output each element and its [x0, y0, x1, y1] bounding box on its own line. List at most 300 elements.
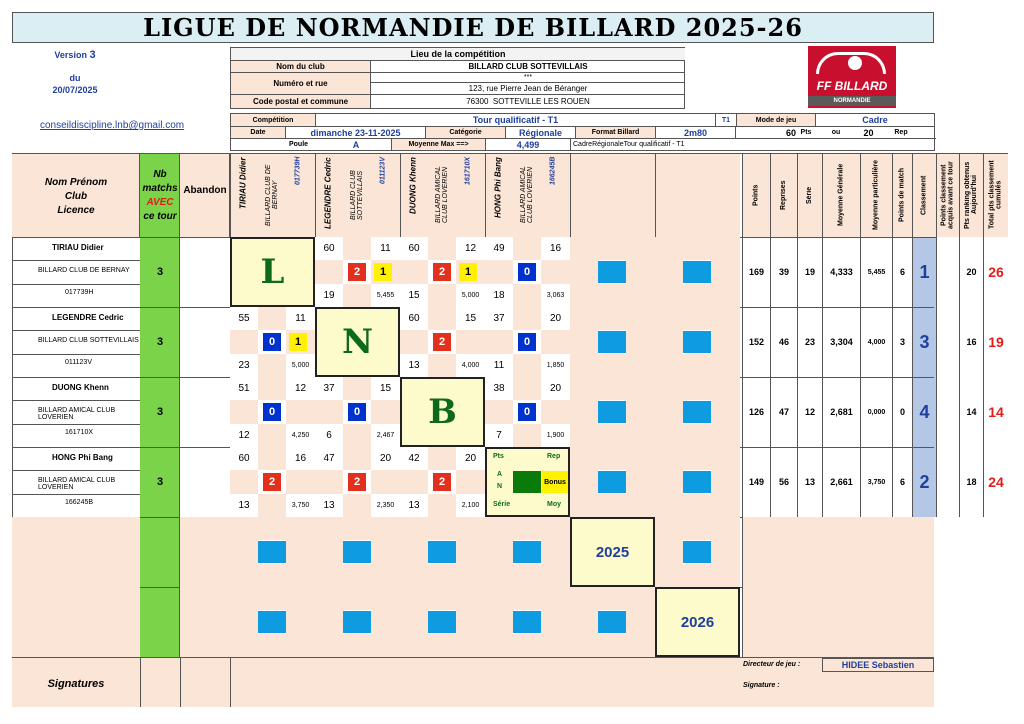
match-rep: 12 — [286, 377, 315, 400]
cell-fill — [626, 494, 655, 517]
name-header-line: Club — [64, 190, 88, 202]
match-pts: 60 — [400, 237, 428, 260]
match-points-square: 2 — [348, 263, 366, 281]
match-serie: 13 — [400, 354, 428, 377]
cell-fill — [683, 284, 711, 307]
cell-fill — [428, 634, 456, 657]
match-rep: 20 — [371, 447, 400, 470]
cell-fill — [485, 564, 513, 587]
bonus-square: 1 — [459, 263, 477, 281]
nb-header-line: AVEC — [146, 196, 174, 208]
stat-value: 47 — [770, 377, 797, 447]
abandon-header: Abandon — [183, 184, 227, 196]
diagonal-letter: L — [230, 237, 315, 307]
cumulative-points: 26 — [983, 237, 1008, 307]
cell-fill — [343, 587, 371, 610]
cell-fill — [626, 284, 655, 307]
cell-fill — [570, 354, 598, 377]
stat-value: 0 — [892, 377, 912, 447]
cell-fill — [456, 470, 485, 494]
postcode: 76300 — [466, 97, 489, 106]
cell-fill — [315, 540, 343, 564]
du-label: du — [69, 73, 81, 83]
cell-fill — [655, 564, 683, 587]
cell-fill — [626, 307, 655, 330]
cell-fill — [400, 330, 428, 354]
cell-fill — [711, 377, 740, 400]
cell-fill — [711, 284, 740, 307]
player-nb-matches: 3 — [156, 266, 164, 278]
opponent-licence: 011123V — [379, 157, 387, 184]
row-subline — [12, 470, 140, 471]
cell-fill — [683, 237, 711, 260]
nb-header-line: Nb — [153, 168, 167, 180]
stat-header: Points de match — [898, 167, 906, 223]
pts-rep-block — [736, 127, 936, 139]
cell-fill — [570, 400, 598, 424]
match-points-square: 2 — [433, 263, 451, 281]
city-label: Code postal et commune — [231, 95, 371, 108]
cell-fill — [711, 517, 740, 540]
match-points-square: 2 — [348, 473, 366, 491]
cell-fill — [570, 447, 598, 470]
stat-value: 23 — [797, 307, 822, 377]
cell-fill — [513, 587, 541, 610]
cell-fill — [400, 517, 428, 540]
opponent-licence: 017739H — [294, 157, 302, 186]
cell-fill — [456, 564, 485, 587]
abandon-empty-bg — [180, 517, 230, 657]
cell-fill — [286, 564, 315, 587]
cell-fill — [541, 540, 570, 564]
match-pts: 37 — [315, 377, 343, 400]
match-serie: 15 — [400, 284, 428, 307]
stat-value: 5,455 — [860, 237, 892, 307]
cell-fill — [711, 564, 740, 587]
cell-fill — [258, 517, 286, 540]
opponent-licence: 161710X — [464, 157, 472, 186]
poule-value: A — [352, 139, 360, 150]
stat-value: 13 — [797, 447, 822, 517]
cell-fill — [626, 330, 655, 354]
cell-fill — [400, 587, 428, 610]
cell-fill — [626, 470, 655, 494]
match-rep: 15 — [456, 307, 485, 330]
ou-label: ou — [831, 129, 841, 136]
cell-fill — [428, 354, 456, 377]
cell-fill — [655, 307, 683, 330]
rank-value: 1 — [912, 237, 936, 307]
match-serie: 11 — [485, 354, 513, 377]
cell-fill — [655, 377, 683, 400]
street: 123, rue Pierre Jean de Béranger — [371, 83, 685, 95]
cell-fill — [541, 517, 570, 540]
player-licence: 017739H — [65, 289, 94, 296]
street-label: Numéro et rue — [231, 73, 371, 95]
cell-fill — [371, 540, 400, 564]
empty-match-square — [258, 611, 286, 633]
player-nb-matches: 3 — [156, 476, 164, 488]
cell-fill — [456, 634, 485, 657]
match-moy: 2,100 — [456, 494, 485, 517]
cell-fill — [711, 354, 740, 377]
stat-value: 20 — [959, 237, 983, 307]
cell-fill — [655, 494, 683, 517]
cell-fill — [655, 260, 683, 284]
cell-fill — [400, 540, 428, 564]
cell-fill — [315, 587, 343, 610]
cell-fill — [626, 260, 655, 284]
cell-fill — [286, 470, 315, 494]
stat-value: 152 — [742, 307, 770, 377]
date-label: Date — [231, 127, 286, 139]
stat-empty-bg — [742, 517, 934, 587]
ffb-logo — [808, 46, 896, 108]
cell-fill — [626, 424, 655, 447]
match-moy: 1,900 — [541, 424, 570, 447]
row-subline — [12, 494, 140, 495]
cell-fill — [315, 260, 343, 284]
legend-bonus: Bonus — [542, 471, 568, 493]
match-rep: 20 — [541, 377, 570, 400]
legend-moy: Moy — [547, 501, 561, 508]
cell-fill — [230, 610, 258, 634]
cell-fill — [513, 564, 541, 587]
code-text: CadreRégionaleTour qualificatif - T1 — [573, 141, 685, 148]
match-pts: 37 — [485, 307, 513, 330]
cell-fill — [570, 494, 598, 517]
match-serie: 13 — [315, 494, 343, 517]
cell-fill — [428, 564, 456, 587]
year-cell: 2025 — [570, 517, 655, 587]
player-club: BILLARD AMICAL CLUB LOVERIEN — [38, 407, 116, 421]
cell-fill — [343, 447, 371, 470]
match-moy: 5,000 — [456, 284, 485, 307]
cell-fill — [683, 307, 711, 330]
cell-fill — [315, 517, 343, 540]
match-serie: 12 — [230, 424, 258, 447]
cell-fill — [598, 587, 626, 610]
cell-fill — [711, 447, 740, 470]
match-serie: 7 — [485, 424, 513, 447]
moy-label: Moyenne Max ==> — [391, 139, 486, 150]
cat-label: Catégorie — [426, 127, 506, 139]
mode-label: Mode de jeu — [736, 114, 816, 127]
cell-fill — [428, 447, 456, 470]
cell-fill — [428, 307, 456, 330]
empty-match-square — [683, 261, 711, 283]
match-rep: 16 — [286, 447, 315, 470]
version-date: 20/07/2025 — [52, 85, 98, 95]
cell-fill — [541, 564, 570, 587]
cell-fill — [598, 424, 626, 447]
match-moy: 1,850 — [541, 354, 570, 377]
city: SOTTEVILLE LES ROUEN — [492, 97, 590, 106]
bonus-square: 1 — [374, 263, 392, 281]
match-serie: 13 — [230, 494, 258, 517]
empty-match-square — [683, 471, 711, 493]
version-number: 3 — [89, 49, 96, 61]
player-licence: 011123V — [65, 359, 92, 366]
club-name: BILLARD CLUB SOTTEVILLAIS — [371, 61, 685, 73]
cell-fill — [371, 587, 400, 610]
match-moy: 5,455 — [371, 284, 400, 307]
cell-fill — [343, 517, 371, 540]
empty-match-square — [428, 611, 456, 633]
match-points-square: 0 — [518, 333, 536, 351]
cell-fill — [541, 587, 570, 610]
opponent-name: TIRIAU Didier — [238, 157, 248, 209]
name-empty-bg — [12, 517, 140, 657]
cell-fill — [655, 470, 683, 494]
match-moy: 4,000 — [456, 354, 485, 377]
logo-sub: NORMANDIE — [808, 96, 896, 106]
match-rep: 15 — [371, 377, 400, 400]
empty-match-square — [683, 541, 711, 563]
empty-match-square — [598, 261, 626, 283]
match-rep: 20 — [456, 447, 485, 470]
match-pts: 60 — [315, 237, 343, 260]
cell-fill — [711, 330, 740, 354]
stat-value: 18 — [959, 447, 983, 517]
cell-fill — [626, 377, 655, 400]
footer-divider — [230, 657, 231, 707]
cell-fill — [711, 470, 740, 494]
cell-fill — [711, 237, 740, 260]
date-value: dimanche 23-11-2025 — [286, 127, 426, 139]
match-pts: 49 — [485, 237, 513, 260]
diagonal-letter: N — [315, 307, 400, 377]
stat-value: 3,304 — [822, 307, 860, 377]
cell-fill — [683, 354, 711, 377]
match-rep: 20 — [541, 307, 570, 330]
match-rep: 16 — [541, 237, 570, 260]
cell-fill — [598, 354, 626, 377]
opponent-club: BILLARD CLUB SOTTEVILLAIS — [350, 170, 364, 220]
cell-fill — [655, 517, 683, 540]
player-licence: 166245B — [65, 499, 94, 506]
cell-fill — [230, 564, 258, 587]
cell-fill — [655, 237, 683, 260]
cell-fill — [570, 424, 598, 447]
stat-value: 19 — [797, 237, 822, 307]
stat-value: 3,750 — [860, 447, 892, 517]
cell-fill — [513, 424, 541, 447]
cell-fill — [570, 587, 598, 610]
legend-a: A — [497, 471, 503, 478]
stat-value: 46 — [770, 307, 797, 377]
empty-match-square — [683, 401, 711, 423]
match-pts: 42 — [400, 447, 428, 470]
cell-fill — [541, 400, 570, 424]
cell-fill — [655, 447, 683, 470]
stat-value — [936, 237, 959, 307]
stat-header: Série — [806, 186, 813, 204]
venue-heading: Lieu de la compétition — [231, 48, 685, 61]
cell-fill — [513, 237, 541, 260]
cell-fill — [570, 307, 598, 330]
match-serie: 23 — [230, 354, 258, 377]
stat-value — [936, 447, 959, 517]
format-label: Format Billard — [576, 127, 656, 139]
competition-block — [230, 113, 935, 151]
match-points-square: 0 — [518, 403, 536, 421]
cell-fill — [598, 494, 626, 517]
stat-header: Points classement acquis avant ce tour — [940, 161, 955, 229]
cell-fill — [230, 330, 258, 354]
opponent-licence: 166245B — [549, 157, 557, 186]
cell-fill — [655, 354, 683, 377]
cell-fill — [570, 634, 598, 657]
moy-value: 4,499 — [486, 139, 571, 150]
cell-fill — [230, 540, 258, 564]
cell-fill — [456, 517, 485, 540]
cell-fill — [626, 634, 655, 657]
stat-value: 169 — [742, 237, 770, 307]
cell-fill — [315, 564, 343, 587]
opponent-header-bg — [570, 153, 655, 237]
cell-fill — [343, 634, 371, 657]
cell-fill — [258, 634, 286, 657]
opponent-name: HONG Phi Bang — [493, 157, 503, 218]
cell-fill — [655, 400, 683, 424]
cell-fill — [570, 610, 598, 634]
cell-fill — [711, 307, 740, 330]
cell-fill — [711, 424, 740, 447]
empty-match-square — [343, 611, 371, 633]
comp-label: Compétition — [231, 114, 316, 127]
cell-fill — [428, 494, 456, 517]
signatures-label: Signatures — [47, 678, 105, 690]
empty-match-square — [598, 471, 626, 493]
opponent-name: LEGENDRE Cedric — [323, 157, 333, 229]
stat-value: 2,681 — [822, 377, 860, 447]
player-name: LEGENDRE Cedric — [52, 313, 124, 322]
stat-header: Total pts classement cumulés — [988, 160, 1003, 230]
row-subline — [12, 400, 140, 401]
stat-value: 126 — [742, 377, 770, 447]
cell-fill — [655, 540, 683, 564]
opponent-header-bg — [655, 153, 740, 237]
cell-fill — [541, 330, 570, 354]
match-pts: 51 — [230, 377, 258, 400]
legend-pts: Pts — [493, 453, 504, 460]
cell-fill — [286, 400, 315, 424]
match-rep: 12 — [456, 237, 485, 260]
opponent-club: BILLARD CLUB DE BERNAY — [265, 164, 279, 226]
email-link[interactable]: conseildiscipline.lnb@gmail.com — [40, 120, 185, 131]
player-club: BILLARD AMICAL CLUB LOVERIEN — [38, 477, 116, 491]
cell-fill — [315, 400, 343, 424]
match-points-square: 0 — [263, 403, 281, 421]
logo-text: FF BILLARD — [816, 79, 888, 93]
director-name: HIDEE Sebastien — [822, 658, 934, 672]
cumulative-points: 24 — [983, 447, 1008, 517]
row-subline — [12, 354, 140, 355]
cell-fill — [655, 284, 683, 307]
club-label: Nom du club — [231, 61, 371, 73]
stat-value: 6 — [892, 447, 912, 517]
match-pts: 38 — [485, 377, 513, 400]
stat-value: 4,000 — [860, 307, 892, 377]
cell-fill — [371, 400, 400, 424]
version-block — [40, 48, 110, 62]
cumulative-points: 14 — [983, 377, 1008, 447]
footer-divider — [180, 657, 181, 707]
cell-fill — [258, 377, 286, 400]
cell-fill — [485, 517, 513, 540]
row-subline — [12, 260, 140, 261]
nb-header-line: matchs — [142, 182, 178, 194]
empty-match-square — [258, 541, 286, 563]
cell-fill — [371, 517, 400, 540]
cat-value: Régionale — [506, 127, 576, 139]
cell-fill — [400, 260, 428, 284]
cell-fill — [258, 447, 286, 470]
player-nb-matches: 3 — [156, 406, 164, 418]
diagonal-letter: B — [400, 377, 485, 447]
cell-fill — [343, 284, 371, 307]
cell-fill — [626, 354, 655, 377]
row-subline — [12, 330, 140, 331]
format-value: 2m80 — [656, 127, 736, 139]
match-points-square: 0 — [518, 263, 536, 281]
cell-fill — [456, 330, 485, 354]
match-points-square: 2 — [433, 473, 451, 491]
signature-label: Signature : — [743, 682, 780, 689]
match-pts: 47 — [315, 447, 343, 470]
cell-fill — [258, 564, 286, 587]
page-title: LIGUE DE NORMANDIE DE BILLARD 2025-26 — [12, 12, 934, 43]
cell-fill — [626, 447, 655, 470]
stat-value — [936, 377, 959, 447]
player-nb-matches: 3 — [156, 336, 164, 348]
cell-fill — [711, 540, 740, 564]
rank-value: 3 — [912, 307, 936, 377]
cell-fill — [485, 260, 513, 284]
cell-fill — [343, 424, 371, 447]
cell-fill — [315, 634, 343, 657]
name-header-line: Licence — [57, 204, 95, 216]
cell-fill — [400, 610, 428, 634]
player-licence: 161710X — [65, 429, 94, 436]
version-label: Version — [54, 50, 87, 60]
cell-fill — [428, 237, 456, 260]
cell-fill — [570, 260, 598, 284]
cell-fill — [400, 470, 428, 494]
cell-fill — [513, 284, 541, 307]
legend-n: N — [497, 483, 503, 490]
match-moy: 3,750 — [286, 494, 315, 517]
stat-header: Moyenne Générale — [837, 163, 845, 227]
cell-fill — [683, 564, 711, 587]
cell-fill — [626, 610, 655, 634]
cell-fill — [598, 307, 626, 330]
rank-value: 4 — [912, 377, 936, 447]
match-moy: 5,000 — [286, 354, 315, 377]
player-club: BILLARD CLUB SOTTEVILLAIS — [38, 337, 139, 344]
cell-fill — [598, 447, 626, 470]
match-points-square: 0 — [348, 403, 366, 421]
cell-fill — [626, 237, 655, 260]
cell-fill — [598, 634, 626, 657]
cell-fill — [230, 470, 258, 494]
cell-fill — [371, 610, 400, 634]
empty-match-square — [598, 331, 626, 353]
footer-divider — [140, 657, 141, 707]
empty-match-square — [428, 541, 456, 563]
match-points-square: 2 — [433, 333, 451, 351]
